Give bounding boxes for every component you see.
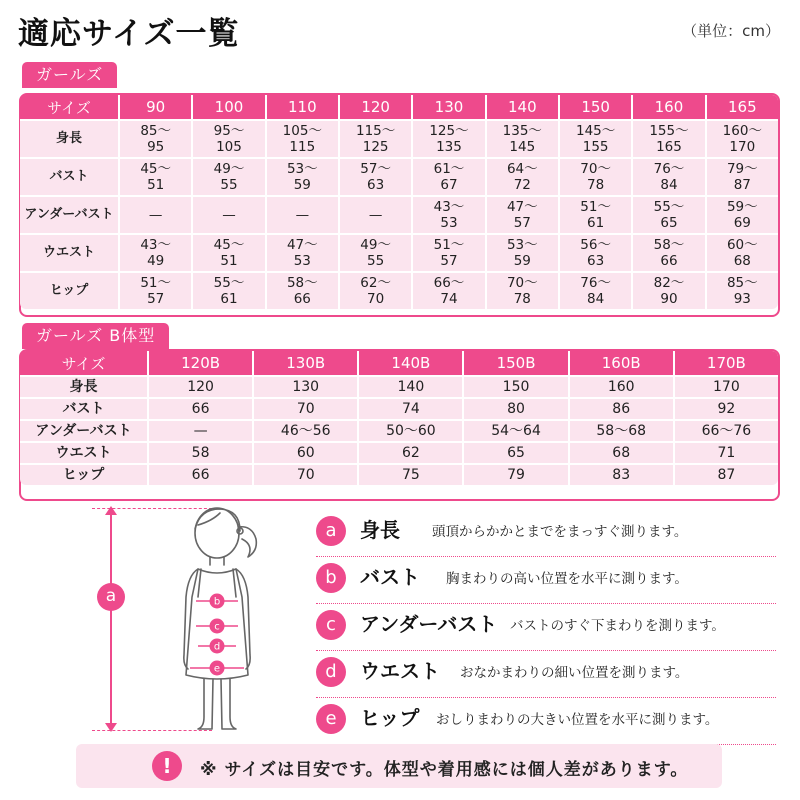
size-cell: 74: [357, 397, 462, 419]
size-cell: 56〜 63: [558, 233, 631, 271]
size-cell: 150: [462, 375, 567, 397]
size-cell: 66〜 74: [411, 271, 484, 309]
figure-marker-b-label: b: [213, 596, 221, 608]
size-cell: 45〜 51: [118, 157, 191, 195]
size-cell: 49〜 55: [338, 233, 411, 271]
size-cell: 47〜 57: [485, 195, 558, 233]
size-cell: 92: [673, 397, 778, 419]
measurement-item-underbust: [316, 604, 776, 651]
table-header-row: [20, 351, 778, 375]
measurement-desc: 胸まわりの高い位置を水平に測ります。: [446, 571, 688, 587]
size-cell: 58〜 66: [631, 233, 704, 271]
table-row: [20, 419, 778, 441]
header-cell: 160B: [568, 351, 673, 375]
letter-badge: c: [316, 610, 346, 640]
measurement-desc: おなかまわりの細い位置を測ります。: [460, 665, 689, 681]
size-cell: 71: [673, 441, 778, 463]
section-tag-girls-b: ガールズ B体型: [22, 323, 169, 349]
size-cell: 57〜 63: [338, 157, 411, 195]
size-cell: 51〜 61: [558, 195, 631, 233]
table-row: [20, 157, 778, 195]
size-cell: 160〜 170: [705, 119, 778, 157]
exclamation-icon: !: [152, 751, 182, 781]
measurement-item-bust: [316, 557, 776, 604]
size-cell: 140: [357, 375, 462, 397]
size-cell: 55〜 61: [191, 271, 264, 309]
figure-marker-e-label: e: [213, 663, 221, 675]
size-cell: 66: [147, 463, 252, 485]
size-cell: 43〜 53: [411, 195, 484, 233]
size-cell: 68: [568, 441, 673, 463]
row-label: ウエスト: [20, 441, 147, 463]
header-cell: 160: [631, 95, 704, 119]
measurement-desc: 頭頂からかかとまでをまっすぐ測ります。: [432, 524, 688, 540]
table-row: [20, 397, 778, 419]
size-cell: 47〜 53: [265, 233, 338, 271]
size-cell: 95〜 105: [191, 119, 264, 157]
size-cell: —: [338, 195, 411, 233]
size-cell: 45〜 51: [191, 233, 264, 271]
table-row: [20, 441, 778, 463]
size-cell: 51〜 57: [118, 271, 191, 309]
measurement-item-waist: [316, 651, 776, 698]
size-cell: 82〜 90: [631, 271, 704, 309]
size-cell: 60〜 68: [705, 233, 778, 271]
size-cell: 46〜56: [252, 419, 357, 441]
size-cell: 135〜 145: [485, 119, 558, 157]
letter-badge: e: [316, 704, 346, 734]
measurement-item-hip: [316, 698, 776, 745]
measurement-name: ウエスト: [360, 659, 440, 683]
row-label: アンダーバスト: [20, 195, 118, 233]
header-cell: 170B: [673, 351, 778, 375]
header-cell: 140: [485, 95, 558, 119]
size-cell: 58〜 66: [265, 271, 338, 309]
size-cell: 85〜 95: [118, 119, 191, 157]
figure-marker-c-label: c: [214, 621, 220, 633]
size-cell: 53〜 59: [265, 157, 338, 195]
size-cell: 170: [673, 375, 778, 397]
size-cell: 86: [568, 397, 673, 419]
row-label: アンダーバスト: [20, 419, 147, 441]
size-cell: 49〜 55: [191, 157, 264, 195]
size-cell: —: [147, 419, 252, 441]
size-cell: 62〜 70: [338, 271, 411, 309]
size-cell: 54〜64: [462, 419, 567, 441]
disclaimer-note: [76, 744, 722, 788]
size-cell: 64〜 72: [485, 157, 558, 195]
size-cell: 53〜 59: [485, 233, 558, 271]
size-cell: 79〜 87: [705, 157, 778, 195]
table-row: [20, 195, 778, 233]
header-cell: 150: [558, 95, 631, 119]
size-cell: 50〜60: [357, 419, 462, 441]
size-cell: 115〜 125: [338, 119, 411, 157]
table-row: [20, 463, 778, 485]
girls-b-size-table: [20, 351, 778, 485]
size-cell: 79: [462, 463, 567, 485]
size-cell: 59〜 69: [705, 195, 778, 233]
size-cell: 75: [357, 463, 462, 485]
header-cell: 90: [118, 95, 191, 119]
section-tag-girls: ガールズ: [22, 62, 117, 88]
header-cell: 150B: [462, 351, 567, 375]
size-cell: 60: [252, 441, 357, 463]
measurement-name: 身長: [360, 518, 400, 542]
size-cell: 76〜 84: [631, 157, 704, 195]
size-cell: 66〜76: [673, 419, 778, 441]
size-cell: 66: [147, 397, 252, 419]
unit-label: （単位：cm）: [682, 22, 780, 40]
size-cell: 58〜68: [568, 419, 673, 441]
table-header-row: [20, 95, 778, 119]
size-cell: 160: [568, 375, 673, 397]
header-cell: 130: [411, 95, 484, 119]
girl-figure-illustration: [80, 505, 290, 735]
header-cell: 120: [338, 95, 411, 119]
page-title: 適応サイズ一覧: [18, 16, 240, 52]
header-cell: 165: [705, 95, 778, 119]
size-cell: 65: [462, 441, 567, 463]
header-cell: サイズ: [20, 95, 118, 119]
size-cell: 55〜 65: [631, 195, 704, 233]
row-label: ヒップ: [20, 271, 118, 309]
size-cell: 43〜 49: [118, 233, 191, 271]
size-cell: 87: [673, 463, 778, 485]
figure-marker-d-label: d: [213, 641, 221, 653]
header-cell: 130B: [252, 351, 357, 375]
size-cell: 62: [357, 441, 462, 463]
disclaimer-text: ※ サイズは目安です。体型や着用感には個人差があります。: [200, 760, 689, 780]
measurement-name: ヒップ: [360, 706, 420, 730]
size-cell: 58: [147, 441, 252, 463]
row-label: ウエスト: [20, 233, 118, 271]
size-cell: 105〜 115: [265, 119, 338, 157]
row-label: バスト: [20, 397, 147, 419]
table-row: [20, 119, 778, 157]
size-cell: 125〜 135: [411, 119, 484, 157]
header-cell: 140B: [357, 351, 462, 375]
measurement-name: バスト: [360, 565, 420, 589]
letter-badge: d: [316, 657, 346, 687]
size-cell: 70〜 78: [558, 157, 631, 195]
size-cell: 145〜 155: [558, 119, 631, 157]
header-cell: 100: [191, 95, 264, 119]
size-cell: 70〜 78: [485, 271, 558, 309]
row-label: ヒップ: [20, 463, 147, 485]
size-cell: 51〜 57: [411, 233, 484, 271]
table-row: [20, 233, 778, 271]
measurement-name: アンダーバスト: [360, 612, 498, 636]
header-cell: 110: [265, 95, 338, 119]
row-label: バスト: [20, 157, 118, 195]
header-cell: 120B: [147, 351, 252, 375]
row-label: 身長: [20, 119, 118, 157]
size-cell: 155〜 165: [631, 119, 704, 157]
size-cell: 80: [462, 397, 567, 419]
row-label: 身長: [20, 375, 147, 397]
size-cell: 70: [252, 463, 357, 485]
size-cell: —: [265, 195, 338, 233]
letter-badge: a: [316, 516, 346, 546]
measurement-guide-list: [316, 510, 776, 745]
measurement-desc: バストのすぐ下まわりを測ります。: [510, 618, 725, 634]
size-cell: 85〜 93: [705, 271, 778, 309]
size-cell: 76〜 84: [558, 271, 631, 309]
letter-badge: b: [316, 563, 346, 593]
measurement-item-height: [316, 510, 776, 557]
size-cell: 83: [568, 463, 673, 485]
size-cell: 70: [252, 397, 357, 419]
table-row: [20, 271, 778, 309]
size-cell: 61〜 67: [411, 157, 484, 195]
table-row: [20, 375, 778, 397]
girls-size-table: [20, 95, 778, 309]
size-cell: 120: [147, 375, 252, 397]
size-cell: —: [118, 195, 191, 233]
header-cell: サイズ: [20, 351, 147, 375]
size-cell: 130: [252, 375, 357, 397]
height-marker-a: a: [97, 583, 125, 611]
size-cell: —: [191, 195, 264, 233]
measurement-desc: おしりまわりの大きい位置を水平に測ります。: [436, 712, 719, 728]
